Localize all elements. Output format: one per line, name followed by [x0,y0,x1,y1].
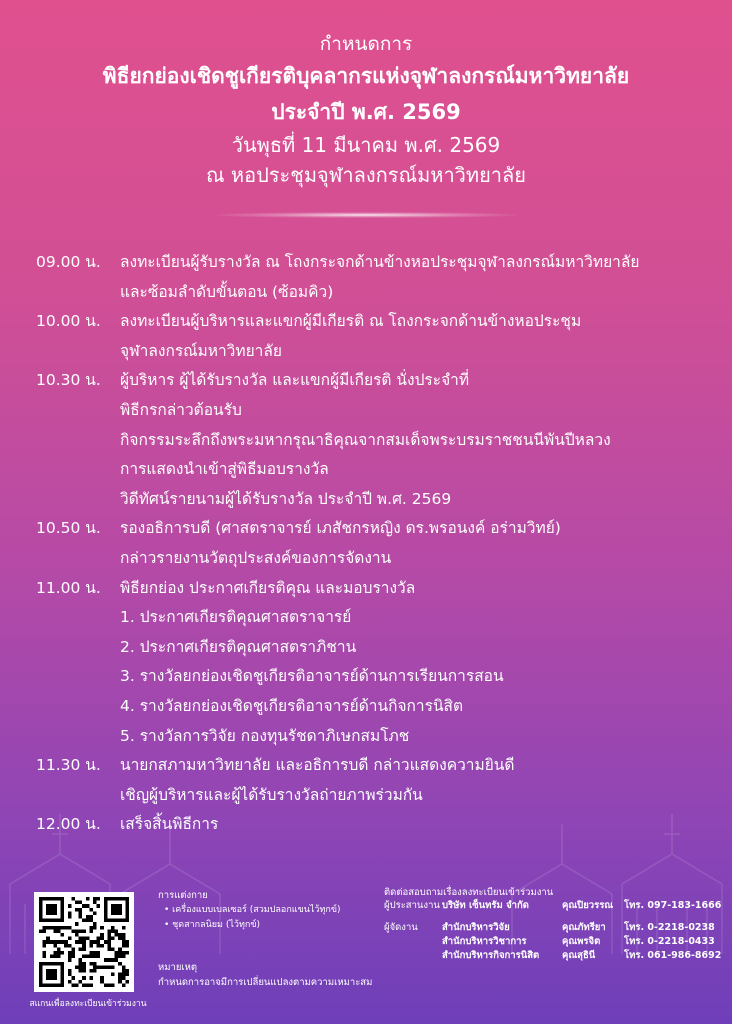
schedule-line: รองอธิการบดี (ศาสตราจารย์ เภสัชกรหญิง ดร.พรอนงค์ อร่ามวิทย์) [120,519,561,538]
schedule-line: และซ้อมลำดับขั้นตอน (ซ้อมคิว) [120,282,334,301]
header [0,30,732,190]
schedule-line: เชิญผู้บริหารและผู้ได้รับรางวัลถ่ายภาพร่วมกัน [120,785,423,804]
dress-code-label: การแต่งกาย [158,890,208,901]
organizer-role: ผู้จัดงาน [384,922,418,933]
schedule-lines [120,307,716,366]
dress-code-item: • เครื่องแบบเบลเซอร์ (สวมปลอกแขนไว้ทุกข์) [164,905,341,915]
dress-code-item: • ชุดสากลนิยม (ไว้ทุกข์) [164,920,260,930]
header-glow-divider [216,212,516,218]
organizer-phone[interactable]: โทร. 0-2218-0238 [624,922,715,933]
agenda-label: กำหนดการ [319,33,413,55]
schedule-line: กล่าวรายงานวัตถุประสงค์ของการจัดงาน [120,548,392,567]
organizer-role-empty [384,949,442,963]
qr-caption: สแกนเพื่อลงทะเบียนเข้าร่วมงาน [29,999,147,1009]
dress-code [158,888,378,933]
footer [0,880,732,1024]
schedule-line: พิธีกรกล่าวต้อนรับ [120,400,242,419]
schedule-time: 10.30 น. [36,371,101,390]
schedule-lines [120,574,716,752]
remark-label: หมายเหตุ [158,962,198,973]
organizer-name: คุณภัทรียา [562,922,606,933]
organizer-phone[interactable]: โทร. 061-986-8692 [624,950,722,961]
event-venue: ณ หอประชุมจุฬาลงกรณ์มหาวิทยาลัย [205,163,527,187]
schedule-lines [120,751,716,810]
schedule-line: 1. ประกาศเกียรติคุณศาสตราจารย์ [120,608,352,627]
schedule-line: พิธียกย่อง ประกาศเกียรติคุณ และมอบรางวัล [120,578,416,597]
schedule-time: 11.30 น. [36,756,101,775]
schedule-line: วิดีทัศน์รายนามผู้ได้รับรางวัล ประจำปี พ.ศ. 2569 [120,489,452,508]
event-title-line1: พิธียกย่องเชิดชูเกียรติบุคลากรแห่งจุฬาลงกรณ์มหาวิทยาลัย [102,64,630,88]
schedule-time: 12.00 น. [36,815,101,834]
organizer-row [384,949,724,963]
organizer-org: สำนักบริหารกิจการนิสิต [442,950,540,961]
schedule-lines [120,248,716,307]
schedule-time: 11.00 น. [36,578,101,597]
schedule-line: 3. รางวัลยกย่องเชิดชูเกียรติอาจารย์ด้านการเรียนการสอน [120,667,504,686]
schedule-line: ลงทะเบียนผู้บริหารและแขกผู้มีเกียรติ ณ โถงกระจกด้านข้างหอประชุม [120,312,582,331]
schedule-time: 09.00 น. [36,253,101,271]
schedule-lines [120,514,716,573]
spacer [384,913,724,921]
contact-label: ติดต่อสอบถามเรื่องลงทะเบียนเข้าร่วมงาน [384,887,554,898]
event-date: วันพุธที่ 11 มีนาคม พ.ศ. 2569 [231,133,501,157]
organizer-name: คุณพรจิต [562,936,601,947]
schedule-line: 5. รางวัลการวิจัย กองทุนรัชดาภิเษกสมโภช [120,726,410,745]
organizer-org: สำนักบริหารวิจัย [442,922,510,933]
remark [158,960,378,990]
qr-code-icon [39,897,129,987]
contact-info [384,886,724,963]
schedule-line: การแสดงนำเข้าสู่พิธีมอบรางวัล [120,460,329,479]
coordinator-role: ผู้ประสานงาน [384,900,440,911]
schedule-line: เสร็จสิ้นพิธีการ [120,815,219,834]
coordinator-row [384,899,724,913]
schedule-lines [120,366,716,514]
schedule-lines [120,810,716,840]
schedule-line: 4. รางวัลยกย่องเชิดชูเกียรติอาจารย์ด้านกิจการนิสิต [120,696,464,715]
event-title-line2: ประจำปี พ.ศ. 2569 [271,100,461,124]
schedule-line: นายกสภามหาวิทยาลัย และอธิการบดี กล่าวแสดงความยินดี [120,756,515,775]
schedule-line: กิจกรรมระลึกถึงพระมหากรุณาธิคุณจากสมเด็จพระบรมราชชนนีพันปีหลวง [120,430,611,449]
schedule-item [36,514,716,573]
remark-text: กำหนดการอาจมีการเปลี่ยนแปลงตามความเหมาะสม [158,977,373,988]
schedule-item [36,574,716,752]
schedule-list [36,248,716,840]
schedule-line: ลงทะเบียนผู้รับรางวัล ณ โถงกระจกด้านข้างหอประชุมจุฬาลงกรณ์มหาวิทยาลัย [120,253,640,271]
schedule-item [36,751,716,810]
registration-qr-code[interactable] [34,892,134,992]
coordinator-name: คุณปิยวรรณ [562,900,614,911]
coordinator-phone[interactable]: โทร. 097-183-1666 [624,900,722,911]
schedule-item [36,366,716,514]
schedule-time: 10.00 น. [36,312,101,331]
schedule-item [36,248,716,307]
organizer-phone[interactable]: โทร. 0-2218-0433 [624,936,715,947]
schedule-item [36,810,716,840]
schedule-item [36,307,716,366]
schedule-line: จุฬาลงกรณ์มหาวิทยาลัย [120,341,282,360]
coordinator-org: บริษัท เซ็นทรัม จำกัด [442,900,529,911]
organizer-row [384,921,724,935]
organizer-org: สำนักบริหารวิชาการ [442,936,527,947]
schedule-time: 10.50 น. [36,519,101,538]
schedule-line: 2. ประกาศเกียรติคุณศาสตราภิชาน [120,637,357,656]
organizer-role-empty [384,935,442,949]
organizer-row [384,935,724,949]
organizer-name: คุณสุธินี [562,950,596,961]
schedule-line: ผู้บริหาร ผู้ได้รับรางวัล และแขกผู้มีเกียรติ นั่งประจำที่ [120,371,470,390]
